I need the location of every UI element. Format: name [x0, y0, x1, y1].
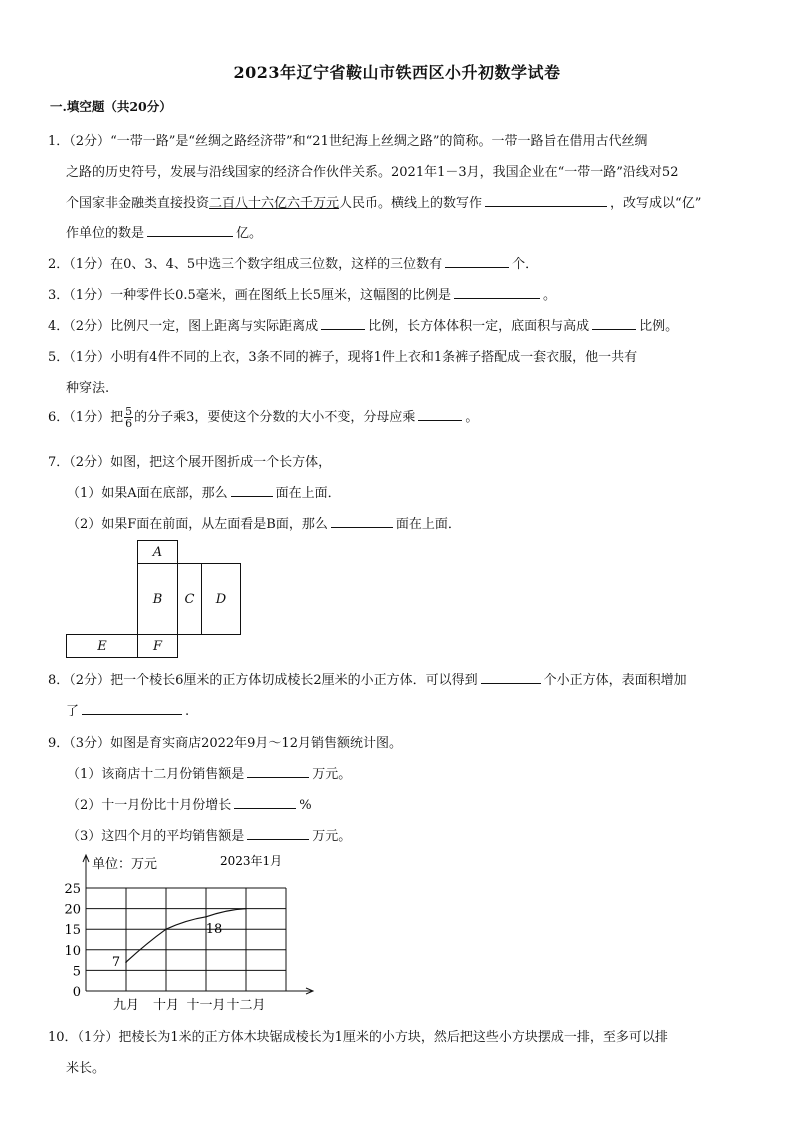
data-point [245, 908, 247, 910]
question-1-line-3: 个国家非金融类直接投资二百八十六亿六千万元人民币。横线上的数写作 ，改写成以“亿” [66, 196, 702, 211]
answer-blank[interactable] [231, 484, 273, 497]
data-point [125, 961, 127, 963]
y-tick-label: 10 [64, 943, 81, 959]
question-10: 10．（1分）把棱长为1米的正方体木块锯成棱长为1厘米的小方块，然后把这些小方块摆成一排，至多可以排 [48, 1030, 668, 1045]
answer-blank[interactable] [247, 827, 309, 840]
question-6: 6．（1分）把 $\frac{5}{6}$ 的分子乘3，要使这个分数的大小不变，分母应乘 。 [48, 405, 479, 430]
question-4: 4．（2分）比例尺一定，图上距离与实际距离成 比例，长方体体积一定，底面积与高成 比例。 [48, 319, 679, 334]
answer-blank[interactable] [454, 286, 540, 299]
question-7-part-1: （1）如果A面在底部，那么 面在上面． [67, 486, 341, 501]
question-8-line-2: 了 . [66, 704, 190, 719]
face-c: C [177, 563, 202, 635]
question-1-line-2: 之路的历史符号，发展与沿线国家的经济合作伙伴关系。2021年1－3月，我国企业在“一带一路”沿线对52 [66, 165, 679, 180]
sales-line-chart [50, 848, 330, 1016]
chart-axes [83, 855, 313, 994]
chart-grid [86, 888, 286, 991]
question-number: 1． [48, 134, 70, 149]
answer-blank[interactable] [234, 796, 296, 809]
answer-blank[interactable] [247, 765, 309, 778]
question-9: 9．（3分）如图是育实商店2022年9月～12月销售额统计图。 [48, 736, 402, 751]
question-score: （2分） [69, 134, 111, 149]
question-1-line-1: 1．（2分）“一带一路”是“丝绸之路经济带”和“21世纪海上丝绸之路”的简称。一带一路旨在借用古代丝绸 [48, 134, 648, 149]
question-9-part-3: （3）这四个月的平均销售额是 万元。 [67, 829, 352, 844]
question-7: 7．（2分）如图，把这个展开图折成一个长方体， [48, 455, 332, 470]
question-9-part-1: （1）该商店十二月份销售额是 万元。 [67, 767, 352, 782]
chart-ticks [64, 882, 81, 1000]
underlined-number: 二百八十六亿六千万元 [209, 196, 340, 211]
answer-blank[interactable] [321, 317, 365, 330]
question-5-line-2: 种穿法. [66, 381, 110, 396]
chart-categories [113, 997, 266, 1013]
x-category-label: 十月 [152, 998, 180, 1013]
answer-blank[interactable] [331, 515, 393, 528]
face-a: A [137, 540, 178, 564]
data-point [205, 916, 207, 918]
x-category-label: 九月 [112, 998, 140, 1013]
y-tick-label: 5 [72, 964, 81, 980]
chart-y-label: 单位：万元 [92, 857, 158, 872]
question-1-line-4: 作单位的数是 亿。 [66, 226, 263, 241]
page-title: 2023年辽宁省鞍山市铁西区小升初数学试卷 [233, 63, 561, 82]
face-e: E [66, 634, 138, 658]
question-3: 3．（1分）一种零件长0.5毫米，画在图纸上长5厘米，这幅图的比例是 。 [48, 288, 557, 303]
chart-title: 2023年1月 [220, 854, 283, 868]
question-5: 5．（1分）小明有4件不同的上衣，3条不同的裤子，现将1件上衣和1条裤子搭配成一套衣服，他一共有 [48, 350, 638, 365]
answer-blank[interactable] [82, 702, 182, 715]
answer-blank[interactable] [418, 408, 462, 421]
chart-series [125, 908, 247, 963]
face-b: B [137, 563, 178, 635]
question-2: 2．（1分）在0、3、4、5中选三个数字组成三位数，这样的三位数有 个． [48, 257, 539, 272]
y-tick-label: 15 [64, 923, 81, 939]
answer-blank[interactable] [481, 671, 541, 684]
face-f: F [137, 634, 178, 658]
question-7-part-2: （2）如果F面在前面，从左面看是B面，那么 面在上面． [67, 517, 461, 532]
data-label: 7 [111, 955, 121, 971]
face-d: D [201, 563, 241, 635]
series-line [126, 909, 246, 963]
answer-blank[interactable] [485, 194, 607, 207]
question-8: 8．（2分）把一个棱长6厘米的正方体切成棱长2厘米的小正方体．可以得到 个小正方体，表面积增加 [48, 673, 687, 688]
question-9-part-2: （2）十一月份比十月份增长 % [67, 798, 312, 813]
answer-blank[interactable] [592, 317, 636, 330]
question-10-line-2: 米长。 [66, 1061, 106, 1076]
section-heading: 一.填空题（共20分） [50, 99, 172, 114]
data-point [165, 928, 167, 930]
y-tick-label: 20 [64, 902, 81, 918]
answer-blank[interactable] [147, 224, 233, 237]
x-category-label: 十二月 [226, 998, 266, 1013]
data-label: 18 [205, 921, 223, 937]
answer-blank[interactable] [445, 255, 509, 268]
fraction: $\frac{5}{6}$ [125, 405, 133, 430]
y-tick-label: 0 [72, 985, 81, 1000]
y-tick-label: 25 [64, 882, 81, 897]
x-category-label: 十一月 [186, 998, 226, 1013]
